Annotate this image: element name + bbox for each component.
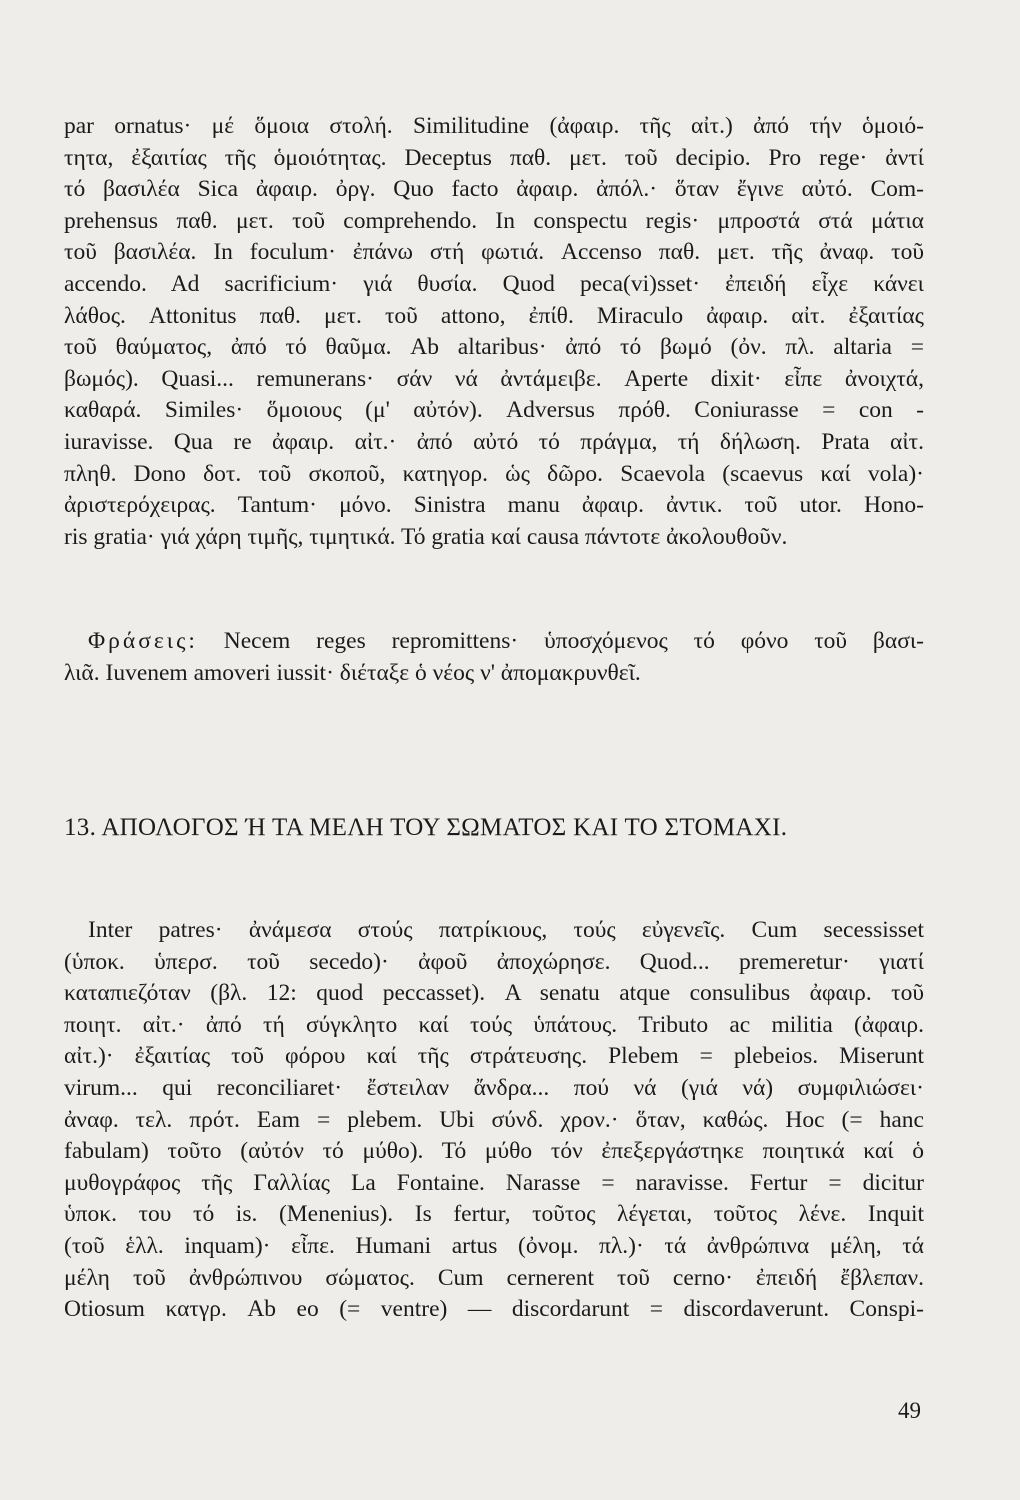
text-line: λιᾶ. Iuvenem amoveri iussit· διέταξε ὁ νέος ν' ἀπομακρυνθεῖ. [64,659,641,686]
section-heading: 13. ΑΠΟΛΟΓΟΣ Ή ΤΑ ΜΕΛΗ ΤΟΥ ΣΩΜΑΤΟΣ ΚΑΙ ΤΟ ΣΤΟΜΑΧΙ. [64,814,788,841]
text-line: καταπιεζόταν (βλ. 12: quod peccasset). A senatu atque consulibus ἀφαιρ. τοῦ [64,980,924,1007]
text-line: βωμός). Quasi... remunerans· σάν νά ἀντάμειβε. Aperte dixit· εἶπε ἀνοιχτά, [64,365,924,392]
commentary-paragraph-1 [64,111,924,553]
text-line: καθαρά. Similes· ὅμοιους (μ' αὐτόν). Adversus πρόθ. Coniurasse = con - [64,397,924,424]
text-line: prehensus παθ. μετ. τοῦ comprehendo. In conspectu regis· μπροστά στά μάτια [64,207,924,234]
text-line: ἀριστερόχειρας. Tantum· μόνο. Sinistra manu ἀφαιρ. ἀντικ. τοῦ utor. Hono- [64,492,924,519]
text-line: τό βασιλέα Sica ἀφαιρ. ὀργ. Quo facto ἀφαιρ. ἀπόλ.· ὅταν ἔγινε αὐτό. Com- [64,176,924,203]
text-line: τοῦ θαύματος, ἀπό τό θαῦμα. Ab altaribus· ἀπό τό βωμό (ὀν. πλ. altaria = [64,334,924,361]
text-line: λάθος. Attonitus παθ. μετ. τοῦ attono, ἐπίθ. Miraculo ἀφαιρ. αἰτ. ἐξαιτίας [64,302,924,329]
text-line: par ornatus· μέ ὅμοια στολή. Similitudine (ἀφαιρ. τῆς αἰτ.) ἀπό τήν ὁμοιό- [64,113,924,139]
text-line: αἰτ.)· ἐξαιτίας τοῦ φόρου καί τῆς στράτευσης. Plebem = plebeios. Miserunt [64,1043,924,1070]
text-line: ὑποκ. του τό is. (Menenius). Is fertur, τοῦτος λέγεται, τοῦτος λένε. Inquit [64,1201,924,1228]
phrases-label: Φράσεις: [88,628,198,654]
text-line: fabulam) τοῦτο (αὐτόν τό μύθο). Τό μύθο τόν ἐπεξεργάστηκε ποιητικά καί ὁ [64,1138,924,1165]
text-line: accendo. Ad sacrificium· γιά θυσία. Quod peca(vi)sset· ἐπειδή εἶχε κάνει [64,270,924,297]
text-line: virum... qui reconciliaret· ἔστειλαν ἄνδρα... πού νά (γιά νά) συμφιλιώσει· [64,1074,924,1101]
phrases-paragraph [64,626,924,689]
text-line: Inter patres· ἀνάμεσα στούς πατρίκιους, τούς εὐγενεῖς. Cum secessisset [88,917,924,943]
text-line: τητα, ἐξαιτίας τῆς ὁμοιότητας. Deceptus παθ. μετ. τοῦ decipio. Pro rege· ἀντί [64,144,924,171]
text-line: Otiosum κατγρ. Ab eo (= ventre) — discordarunt = discordaverunt. Conspi- [64,1296,924,1323]
text-line: iuravisse. Qua re ἀφαιρ. αἰτ.· ἀπό αὐτό τό πράγμα, τή δήλωση. Prata αἰτ. [64,428,924,455]
commentary-paragraph-2 [64,915,924,1326]
text-line: ἀναφ. τελ. πρότ. Eam = plebem. Ubi σύνδ. χρον.· ὅταν, καθώς. Hoc (= hanc [64,1106,924,1133]
text-line: ποιητ. αἰτ.· ἀπό τή σύγκλητο καί τούς ὑπάτους. Tributo ac militia (ἀφαιρ. [64,1011,924,1038]
text-line: ris gratia· γιά χάρη τιμῆς, τιμητικά. Τό gratia καί causa πάντοτε ἀκολουθοῦν. [64,523,788,550]
text-line: τοῦ βασιλέα. In foculum· ἐπάνω στή φωτιά. Accenso παθ. μετ. τῆς ἀναφ. τοῦ [64,239,924,266]
text-line: (τοῦ ἑλλ. inquam)· εἶπε. Humani artus (ὀνομ. πλ.)· τά ἀνθρώπινα μέλη, τά [64,1232,924,1259]
text-line [64,626,924,658]
text-line: μυθογράφος τῆς Γαλλίας La Fontaine. Narasse = naravisse. Fertur = dicitur [64,1169,924,1196]
page-number: 49 [898,1398,921,1423]
text-line: μέλη τοῦ ἀνθρώπινου σώματος. Cum cernerent τοῦ cerno· ἐπειδή ἔβλεπαν. [64,1264,924,1291]
phrases-text: Necem reges repromittens· ὑποσχόμενος τό φόνο τοῦ βασι- [223,628,925,654]
text-line: (ὑποκ. ὑπερσ. τοῦ secedo)· ἀφοῦ ἀποχώρησε. Quod... premeretur· γιατί [64,948,924,975]
text-line: πληθ. Dono δοτ. τοῦ σκοποῦ, κατηγορ. ὡς δῶρο. Scaevola (scaevus καί vola)· [64,460,924,487]
